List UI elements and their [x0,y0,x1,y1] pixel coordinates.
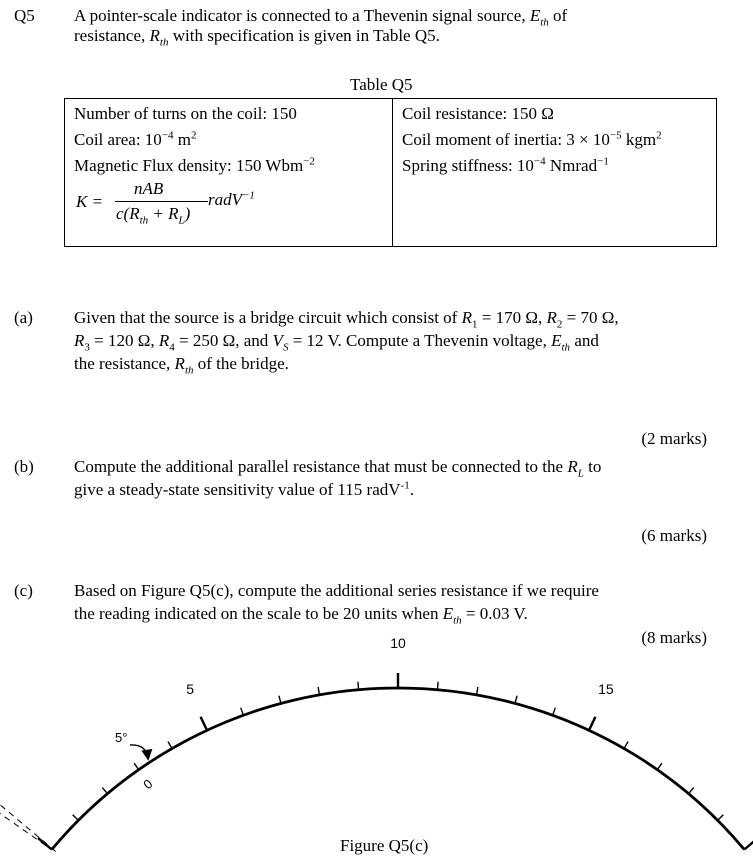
scale-labels [140,635,753,841]
scale-minor-tick [553,708,556,716]
part-a-line1: Given that the source is a bridge circuit which consist of $R_1 = 170$ Ω, $R_2 = 70$ Ω, [74,308,619,331]
spec-table [64,98,717,247]
scale-minor-tick [657,763,662,770]
scale-label-0: 0 [140,776,156,793]
part-c-label: (c) [14,581,33,600]
spec-flux: Magnetic Flux density: 150 Wbm$^{-2}$ [74,155,315,175]
scale-major-tick [201,717,207,731]
part-b-label: (b) [14,457,34,476]
part-c-line2: the reading indicated on the scale to be 20 units when $E_{th} = 0.03$ V. [74,604,528,627]
scale-label-15: 15 [598,681,614,698]
figure-caption: Figure Q5(c) [340,836,429,855]
angle-arrow [130,745,148,758]
scale-minor-tick [168,742,172,749]
part-a-line2: $R_3 = 120$ Ω, $R_4 = 250$ Ω, and $V_S = 12$ V. Compute a Thevenin voltage, $E_{th}$ and [74,331,599,354]
spec-resistance: Coil resistance: 150 Ω [402,104,554,123]
k-formula-denominator: $c(R_{th} + R_L)$ [116,204,191,227]
scale-minor-tick [689,788,694,794]
part-a-marks: (2 marks) [641,429,707,448]
scale-minor-tick [718,815,724,821]
scale-label-10: 10 [390,635,406,651]
k-formula-numerator: nAB [134,179,164,198]
scale-major-tick [38,838,52,850]
scale-arc [52,688,745,850]
scale-minor-tick [437,682,438,690]
scale-major-tick [589,717,595,731]
zero-reference-line [0,774,46,846]
scale-minor-tick [102,788,107,794]
part-b-line2: give a steady-state sensitivity value of 115 radV$^{-1}$. [74,479,414,499]
spec-table-left-column [65,99,393,247]
scale-minor-tick [241,708,244,716]
spec-area: Coil area: $10^{-4}$ $m^2$ [74,129,197,149]
scale-minor-tick [73,815,79,821]
spec-inertia: Coil moment of inertia: $3 \times 10^{-5}$ kgm$^2$ [402,129,662,149]
spec-turns: Number of turns on the coil: 150 [74,104,297,123]
question-number: Q5 [14,6,35,25]
k-formula-unit: radV$^{-1}$ [208,189,255,209]
question-intro-line1: A pointer-scale indicator is connected to a Thevenin signal source, $E_{th}$ of [74,6,568,29]
k-formula: K = nAB $c(R_{th} + R_L)$ radV$^{-1}$ [76,179,255,227]
spec-spring: Spring stiffness: $10^{-4}$ Nmrad$^{-1}$ [402,155,609,175]
zero-mark-line [0,767,56,852]
angle-label: 5° [115,730,128,745]
scale-minor-tick [358,682,359,690]
scale-minor-tick [624,742,628,749]
part-c-marks: (8 marks) [641,628,707,647]
fraction-bar [115,201,208,202]
part-a-line3: the resistance, $R_{th}$ of the bridge. [74,354,289,377]
scale-major-tick [744,838,753,850]
scale-minor-tick [134,763,139,770]
part-b-line1: Compute the additional parallel resistance that must be connected to the $R_L$ to [74,457,602,480]
part-b-marks: (6 marks) [641,526,707,545]
question-intro-line2: resistance, $R_{th}$ with specification is given in Table Q5. [74,26,440,49]
part-a-label: (a) [14,308,33,327]
scale-label-5: 5 [186,681,194,698]
part-c-line1: Based on Figure Q5(c), compute the additional series resistance if we require [74,581,599,600]
table-caption: Table Q5 [350,75,413,94]
spec-table-right-column [393,99,717,247]
